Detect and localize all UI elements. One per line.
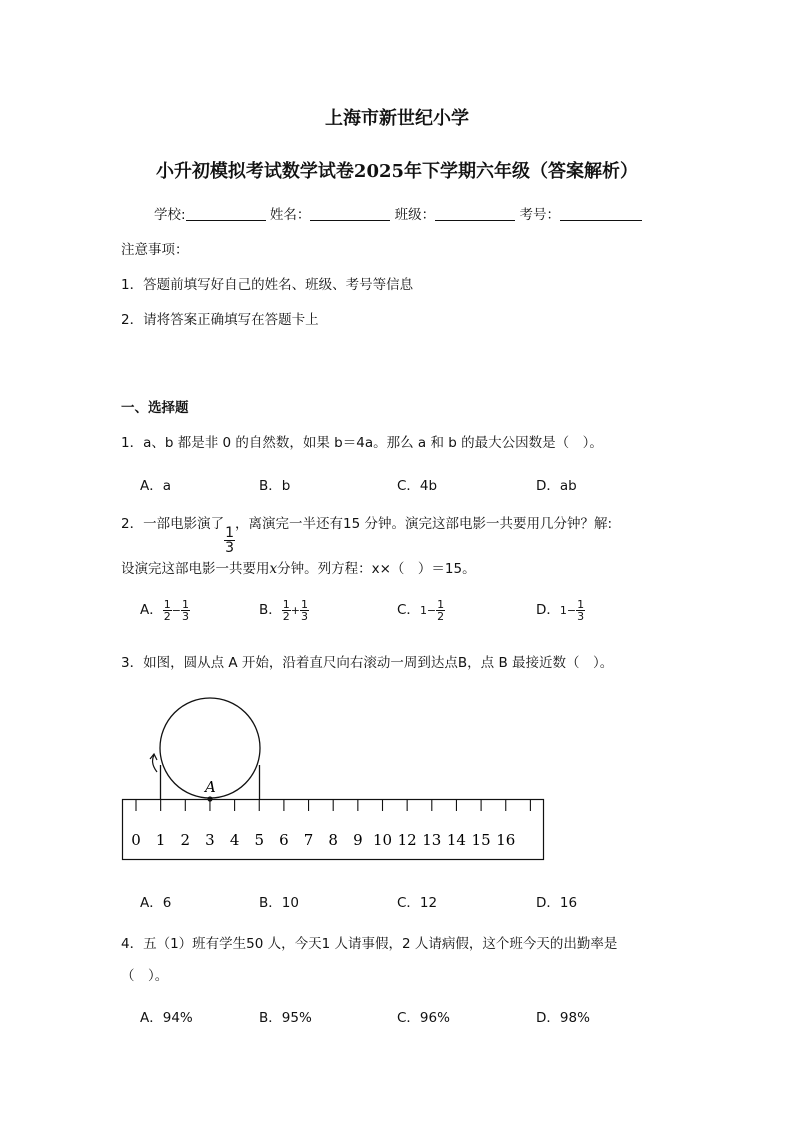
circle-ruler-figure [110,695,560,870]
question-4-text: 4．五（1）班有学生50 人，今天1 人请事假，2 人请病假，这个班今天的出勤率是 [121,936,618,952]
q2-option-a[interactable] [140,598,190,622]
school-title: 上海市新世纪小学 [325,108,469,129]
q3-option-d[interactable]: D．16 [536,895,578,911]
fraction [300,599,309,622]
ruler-number: 2 [180,831,191,849]
frac-den: 2 [437,609,445,623]
q2-option-a-label: A． [140,602,163,618]
q2-frac-num: 1 [225,525,235,541]
q2-option-b[interactable] [259,598,309,622]
ruler-labels [131,831,515,849]
school-field-label: 学校: [154,207,186,223]
class-field-label: 班级： [394,207,436,223]
q2-variable: x [269,561,278,577]
question-2-line2 [121,557,476,577]
q2-option-c[interactable] [397,598,445,622]
question-1-text: 1．a、b 都是非 0 的自然数，如果 b＝4a。那么 a 和 b 的最大公因数是（ ）。 [121,435,603,451]
expression-prefix: 1− [559,604,577,617]
q2-text-a: 2．一部电影演了 [121,516,225,532]
q3-option-b[interactable]: B．10 [259,895,299,911]
q2-option-d-label: D． [536,602,560,618]
q3-option-c[interactable]: C．12 [397,895,438,911]
ruler-number: 5 [254,831,265,849]
class-field-blank[interactable] [435,207,515,221]
frac-den: 3 [181,609,189,623]
q2-text-b: ，离演完一半还有15 分钟。演完这部电影一共要用几分钟？解: [235,516,613,532]
q4-option-a[interactable]: A．94% [140,1010,193,1026]
frac-num: 1 [437,597,445,611]
exam-title: 小升初模拟考试数学试卷2025年下学期六年级（答案解析） [155,161,639,182]
q2-fraction [224,526,235,555]
ruler-ticks [136,799,530,811]
ruler-number: 0 [131,831,141,849]
question-4-text-line2: （ ）。 [121,968,169,984]
frac-num: 1 [181,597,189,611]
frac-num: 1 [300,597,308,611]
ruler-number: 7 [303,831,314,849]
info-fields [154,203,642,223]
q4-option-c[interactable]: C．96% [397,1010,450,1026]
q2-option-d[interactable] [536,598,585,622]
q1-option-c[interactable]: C．4b [397,478,438,494]
ruler-number: 16 [496,831,516,849]
fraction [163,599,172,622]
ruler-number: 1 [155,831,166,849]
q4-option-b[interactable]: B．95% [259,1010,312,1026]
ruler-number: 3 [205,831,215,849]
fraction [436,599,445,622]
ruler-number: 8 [328,831,338,849]
notes-heading: 注意事项： [121,242,189,258]
frac-num: 1 [163,597,171,611]
expression-prefix: 1− [419,604,437,617]
q2-frac-den: 3 [225,540,235,556]
ruler-number: 12 [397,831,417,849]
operator: − [171,604,181,617]
q3-option-a[interactable]: A．6 [140,895,172,911]
ruler-number: 10 [372,831,393,849]
frac-num: 1 [282,597,290,611]
ruler-number: 9 [353,831,363,849]
section-heading: 一、选择题 [121,400,189,416]
note-item: 2．请将答案正确填写在答题卡上 [121,312,319,328]
q2-line2-a: 设演完这部电影一共要用 [121,561,270,577]
ruler-number: 6 [279,831,289,849]
frac-den: 2 [282,609,290,623]
note-item: 1．答题前填写好自己的姓名、班级、考号等信息 [121,277,414,293]
school-field-blank[interactable] [186,207,266,221]
q4-option-d[interactable]: D．98% [536,1010,590,1026]
q1-option-b[interactable]: B．b [259,478,291,494]
fraction [576,599,585,622]
frac-num: 1 [577,597,585,611]
fraction [282,599,291,622]
ruler-number: 15 [471,831,491,849]
point-a-label: A [205,778,216,796]
ruler-number: 4 [229,831,240,849]
q2-option-b-label: B． [259,602,282,618]
q2-option-c-label: C． [397,602,420,618]
operator: + [290,604,300,617]
name-field-label: 姓名： [269,207,311,223]
name-field-blank[interactable] [310,207,390,221]
frac-den: 3 [577,609,585,623]
frac-den: 3 [300,609,308,623]
question-3-text: 3．如图，圆从点 A 开始，沿着直尺向右滚动一周到达点B，点 B 最接近数（ ）。 [121,655,614,671]
q1-option-d[interactable]: D．ab [536,478,577,494]
exam-number-field-blank[interactable] [560,207,642,221]
ruler-number: 13 [422,831,442,849]
question-2-line1 [121,512,612,555]
q2-line2-b: 分钟。列方程：x×（ ）＝15。 [277,561,476,577]
fraction [181,599,190,622]
exam-number-field-label: 考号： [519,207,560,223]
ruler-number: 14 [446,831,466,849]
q1-option-a[interactable]: A．a [140,478,172,494]
frac-den: 2 [163,609,171,623]
